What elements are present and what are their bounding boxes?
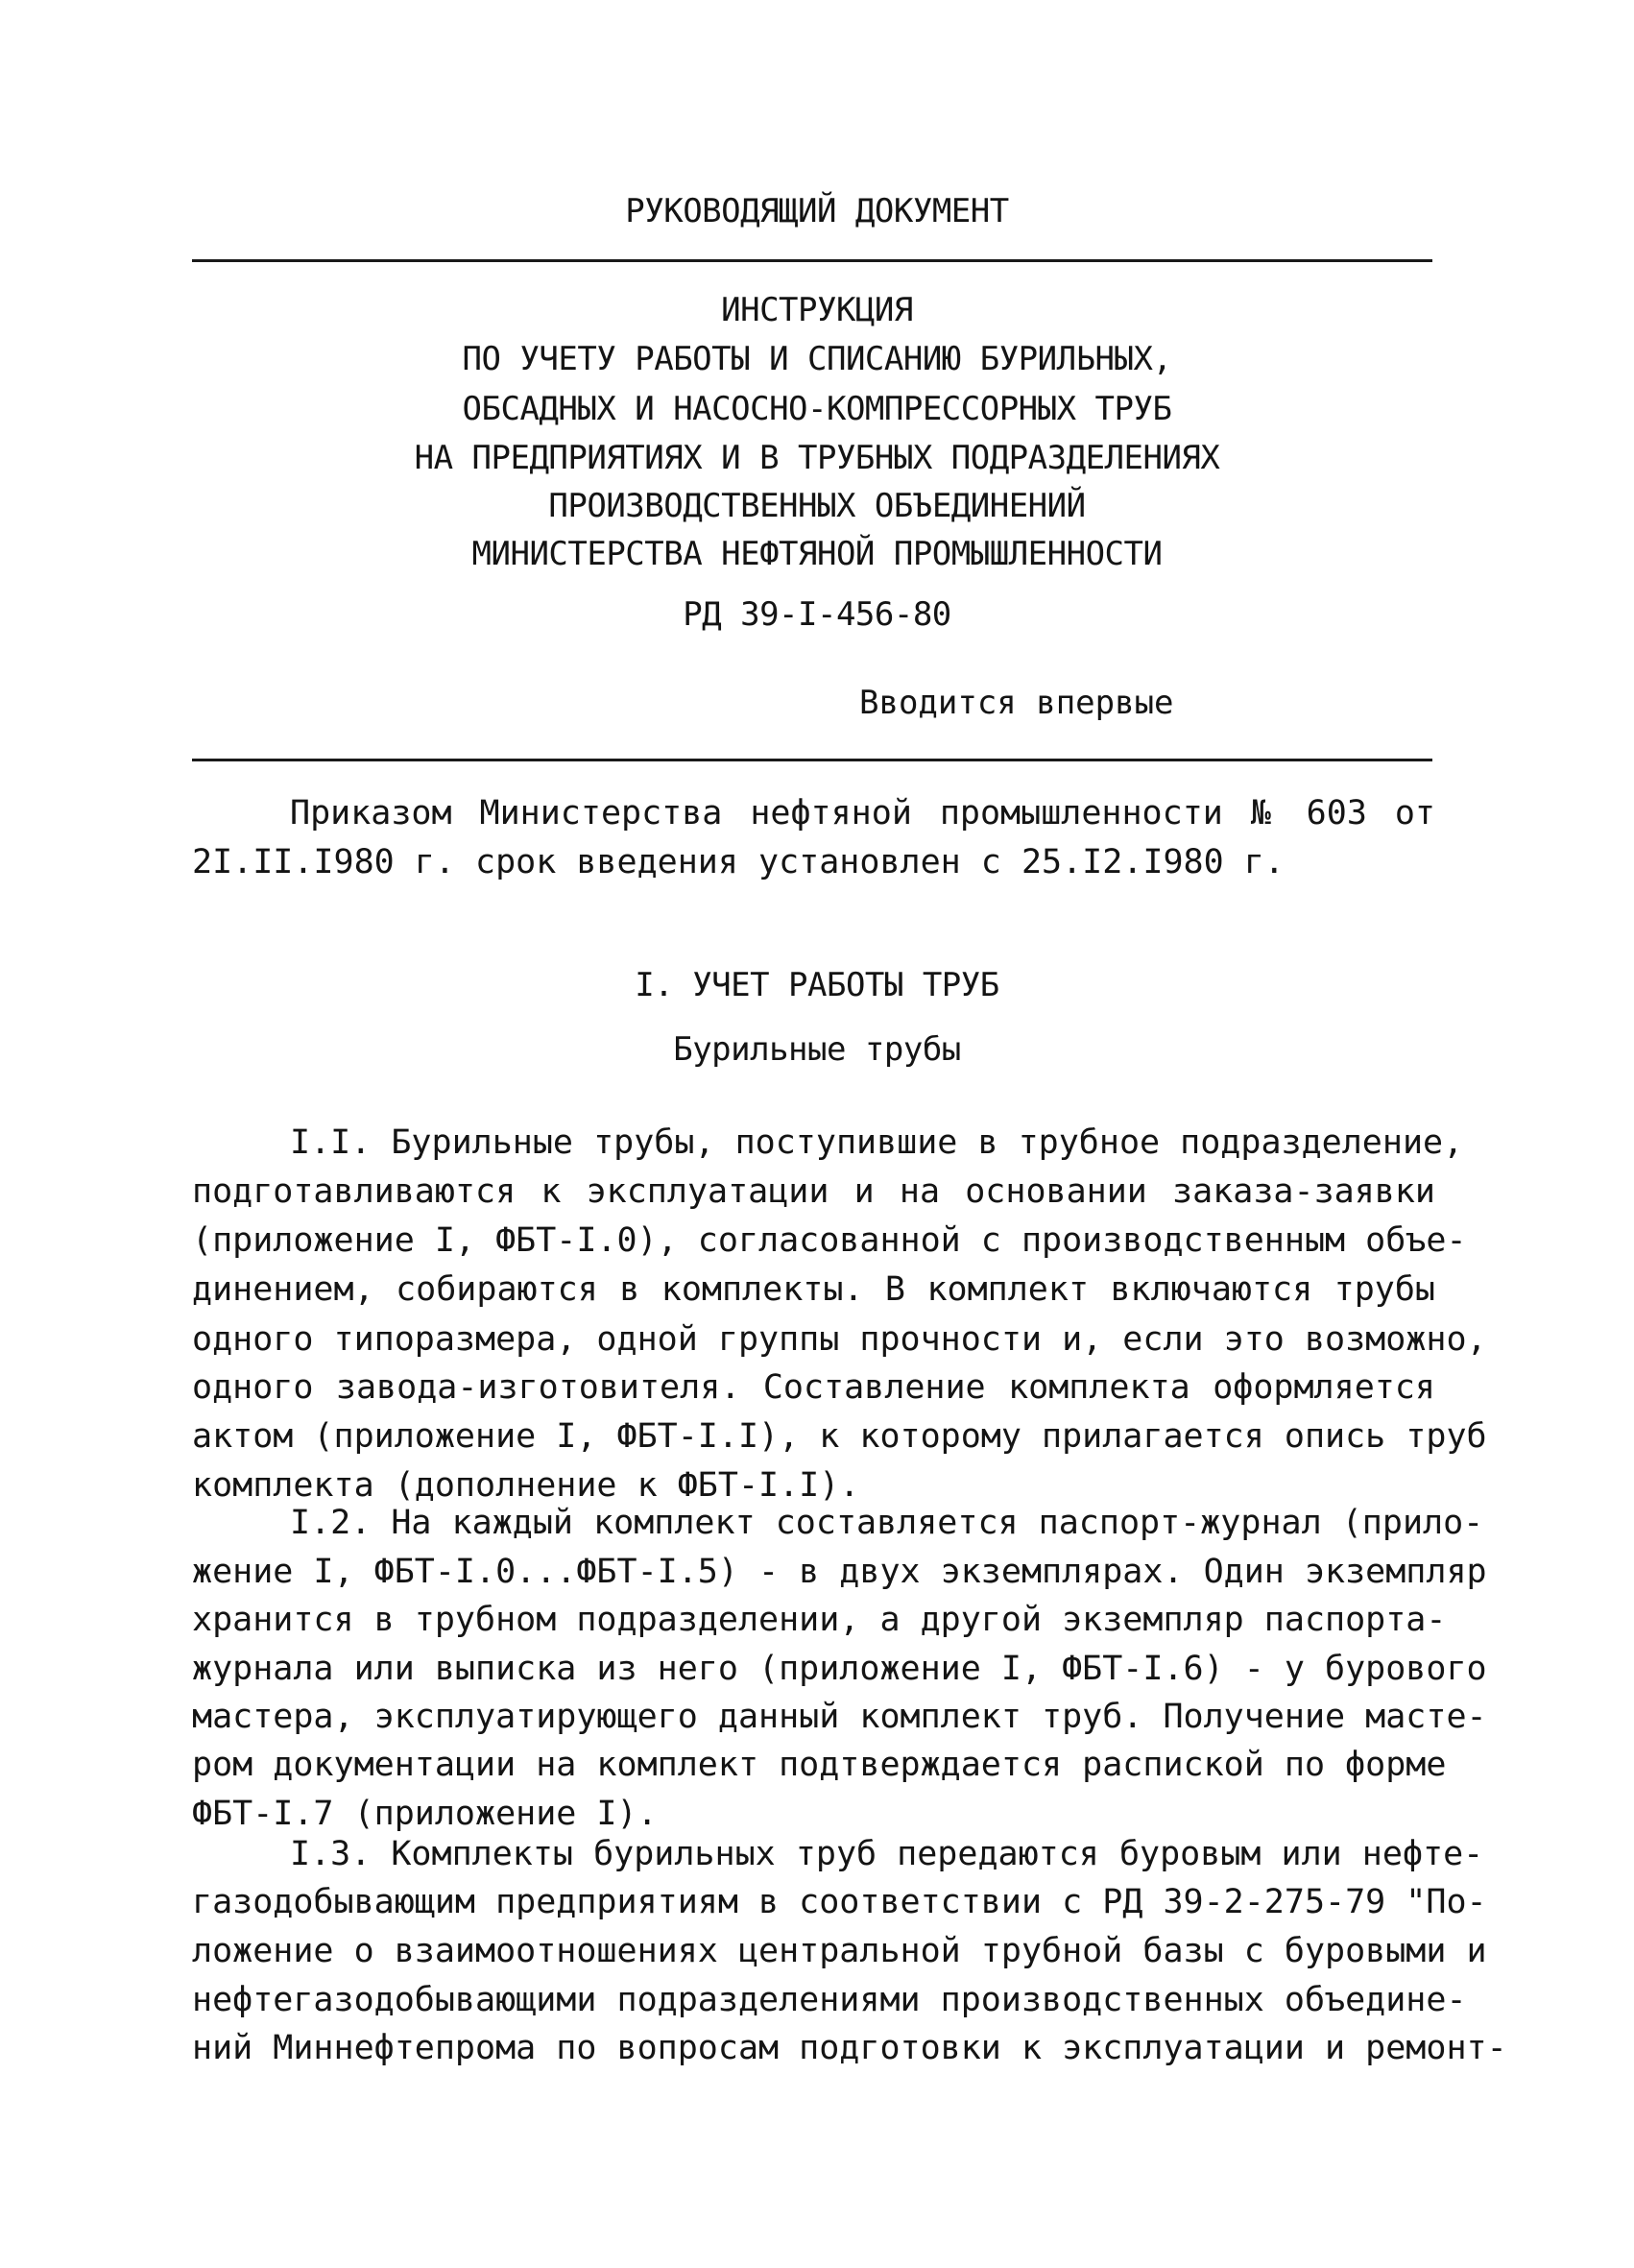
paragraph-line: ФБТ-I.7 (приложение I). bbox=[192, 1795, 658, 1833]
title-line-1: ИНСТРУКЦИЯ bbox=[721, 291, 913, 329]
paragraph-line: комплекта (дополнение к ФБТ-I.I). bbox=[192, 1466, 860, 1505]
header-divider-bottom bbox=[192, 759, 1432, 761]
paragraph-line: жение I, ФБТ-I.0...ФБТ-I.5) - в двух экземплярах. Один экземпляр bbox=[192, 1553, 1487, 1591]
paragraph-line: ложение о взаимоотношениях центральной трубной базы с буровыми и bbox=[192, 1932, 1487, 1970]
paragraph-line: мастера, эксплуатирующего данный комплект труб. Получение масте- bbox=[192, 1698, 1487, 1736]
paragraph-line: актом (приложение I, ФБТ-I.I), к которому прилагается опись труб bbox=[192, 1417, 1487, 1456]
paragraph-line: журнала или выписка из него (приложение I, ФБТ-I.6) - у бурового bbox=[192, 1650, 1487, 1688]
paragraph-line: I.2. На каждый комплект составляется паспорт-журнал (прило- bbox=[290, 1504, 1484, 1542]
section-heading: I. УЧЕТ РАБОТЫ ТРУБ bbox=[635, 966, 999, 1004]
header-divider-top bbox=[192, 259, 1432, 262]
title-line-5: ПРОИЗВОДСТВЕННЫХ ОБЪЕДИНЕНИЙ bbox=[548, 487, 1086, 525]
paragraph-line: нефтегазодобывающими подразделениями производственных объедине- bbox=[192, 1981, 1467, 2019]
paragraph-line: газодобывающим предприятиям в соответствии с РД 39-2-275-79 "По- bbox=[192, 1883, 1487, 1921]
document-type: РУКОВОДЯЩИЙ ДОКУМЕНТ bbox=[625, 192, 1009, 230]
paragraph-line: (приложение I, ФБТ-I.0), согласованной с производственным объе- bbox=[192, 1221, 1467, 1260]
paragraph-line: подготавливаются к эксплуатации и на основании заказа-заявки bbox=[192, 1172, 1435, 1211]
paragraph-line: I.I. Бурильные трубы, поступившие в трубное подразделение, bbox=[290, 1123, 1464, 1162]
paragraph-line: одного типоразмера, одной группы прочности и, если это возможно, bbox=[192, 1320, 1487, 1359]
order-line-2: 2I.II.I980 г. срок введения установлен с 25.I2.I980 г. bbox=[192, 843, 1285, 881]
order-line-1: Приказом Министерства нефтяной промышленности № 603 от bbox=[290, 794, 1435, 832]
paragraph-line: ний Миннефтепрома по вопросам подготовки к эксплуатации и ремонт- bbox=[192, 2029, 1507, 2067]
title-line-4: НА ПРЕДПРИЯТИЯХ И В ТРУБНЫХ ПОДРАЗДЕЛЕНИЯХ bbox=[414, 439, 1220, 477]
document-code: РД 39-I-456-80 bbox=[683, 595, 951, 634]
paragraph-line: I.3. Комплекты бурильных труб передаются буровым или нефте- bbox=[290, 1835, 1484, 1873]
introduction-status: Вводится впервые bbox=[859, 684, 1174, 722]
title-line-6: МИНИСТЕРСТВА НЕФТЯНОЙ ПРОМЫШЛЕННОСТИ bbox=[471, 535, 1163, 573]
paragraph-line: одного завода-изготовителя. Составление комплекта оформляется bbox=[192, 1368, 1435, 1407]
title-line-3: ОБСАДНЫХ И НАСОСНО-КОМПРЕССОРНЫХ ТРУБ bbox=[462, 390, 1172, 428]
paragraph-line: ром документации на комплект подтверждается распиской по форме bbox=[192, 1746, 1447, 1784]
paragraph-line: динением, собираются в комплекты. В комплект включаются трубы bbox=[192, 1270, 1435, 1309]
title-line-2: ПО УЧЕТУ РАБОТЫ И СПИСАНИЮ БУРИЛЬНЫХ, bbox=[462, 340, 1172, 378]
paragraph-line: хранится в трубном подразделении, а другой экземпляр паспорта- bbox=[192, 1601, 1447, 1639]
section-subheading: Бурильные трубы bbox=[673, 1030, 961, 1069]
